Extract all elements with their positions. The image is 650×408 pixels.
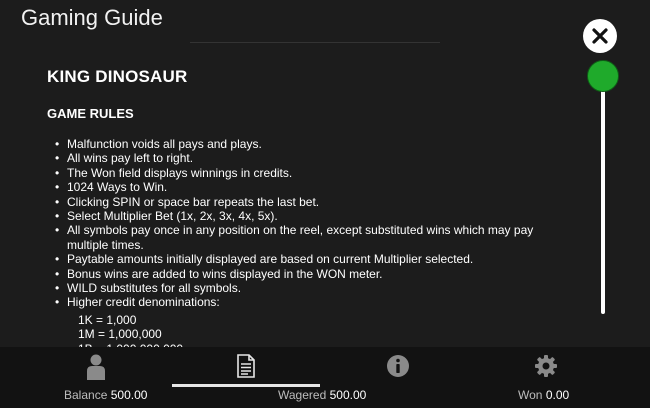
bullet-icon: • <box>55 194 60 209</box>
list-item <box>47 195 577 209</box>
nav-player-button[interactable] <box>15 347 177 387</box>
nav-info-button[interactable] <box>316 347 478 387</box>
won-value: 0.00 <box>545 388 570 402</box>
list-item <box>47 281 577 295</box>
bullet-icon: • <box>55 180 60 195</box>
info-icon <box>386 354 410 378</box>
list-item <box>47 137 577 151</box>
balance-label: Balance <box>64 388 108 402</box>
game-title: KING DINOSAUR <box>47 67 188 86</box>
rule-text: Bonus wins are added to wins displayed in the WON meter. <box>67 266 383 281</box>
person-icon <box>86 354 106 380</box>
bullet-icon: • <box>55 252 60 267</box>
section-title: GAME RULES <box>47 106 134 121</box>
bullet-icon: • <box>55 137 60 151</box>
list-item <box>47 252 577 266</box>
bullet-icon: • <box>55 223 60 238</box>
denomination-item: 1K = 1,000 <box>78 312 137 327</box>
denomination-item: 1M = 1,000,000 <box>78 327 162 342</box>
bullet-icon: • <box>55 266 60 281</box>
rule-text: 1024 Ways to Win. <box>67 180 168 195</box>
close-button[interactable] <box>583 19 617 53</box>
rules-list <box>47 137 577 310</box>
close-icon <box>592 28 608 44</box>
title-divider <box>190 42 440 43</box>
bullet-icon: • <box>55 165 60 180</box>
wagered-value: 500.00 <box>329 388 367 402</box>
title-bar <box>0 0 650 42</box>
rule-text: Higher credit denominations: <box>67 295 220 310</box>
gear-icon <box>534 354 558 378</box>
bullet-icon: • <box>55 281 60 296</box>
balance-display <box>64 388 147 402</box>
list-item <box>47 295 577 309</box>
wagered-display <box>278 388 366 402</box>
rule-text: Select Multiplier Bet (1x, 2x, 3x, 4x, 5x). <box>67 209 278 224</box>
active-tab-indicator <box>172 384 320 387</box>
bullet-icon: • <box>55 209 60 224</box>
app-title: Gaming Guide <box>21 5 163 30</box>
list-item <box>47 151 577 165</box>
nav-guide-button[interactable] <box>166 347 328 387</box>
nav-settings-button[interactable] <box>465 347 627 387</box>
bullet-icon: • <box>55 295 60 310</box>
document-icon <box>236 354 256 378</box>
rule-text: All wins pay left to right. <box>67 151 194 166</box>
rule-text: All symbols pay once in any position on the reel, except substituted wins which may pay multiple times. <box>67 223 534 252</box>
won-label: Won <box>518 388 543 402</box>
list-item <box>47 267 577 281</box>
list-item <box>47 180 577 194</box>
list-item <box>47 166 577 180</box>
rule-text: Clicking SPIN or space bar repeats the last bet. <box>67 194 320 209</box>
rule-text: Paytable amounts initially displayed are based on current Multiplier selected. <box>67 252 474 267</box>
guide-content <box>47 62 577 347</box>
list-item <box>47 209 577 223</box>
wagered-label: Wagered <box>278 388 327 402</box>
bottom-bar <box>0 347 650 408</box>
scroll-track[interactable] <box>601 78 605 314</box>
list-item <box>47 223 577 252</box>
rule-text: Malfunction voids all pays and plays. <box>67 137 262 151</box>
scroll-thumb[interactable] <box>587 60 619 92</box>
rule-text: The Won field displays winnings in credits. <box>67 165 293 180</box>
balance-value: 500.00 <box>110 388 148 402</box>
bullet-icon: • <box>55 151 60 166</box>
rule-text: WILD substitutes for all symbols. <box>67 281 242 296</box>
won-display <box>518 388 569 402</box>
